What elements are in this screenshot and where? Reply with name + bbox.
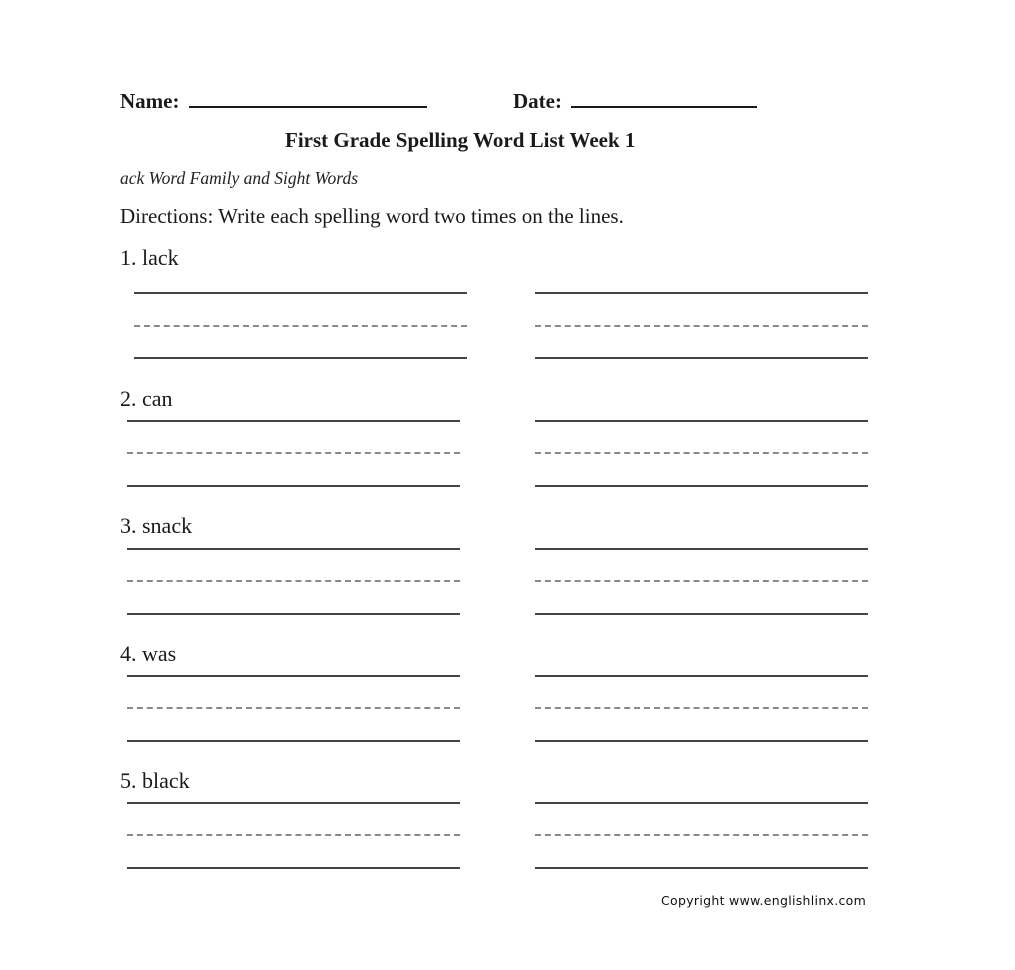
top-line	[127, 802, 460, 804]
top-line	[535, 675, 868, 677]
midline-dashed	[535, 580, 868, 582]
top-line	[127, 548, 460, 550]
base-line	[127, 613, 460, 615]
top-line	[535, 548, 868, 550]
midline-dashed	[127, 707, 460, 709]
midline-dashed	[535, 325, 868, 327]
base-line	[535, 357, 868, 359]
base-line	[127, 485, 460, 487]
spelling-word-4: 4. was	[120, 641, 177, 666]
date-field	[513, 88, 757, 114]
midline-dashed	[127, 452, 460, 454]
base-line	[535, 867, 868, 869]
base-line	[535, 485, 868, 487]
base-line	[134, 357, 467, 359]
worksheet-subtitle: ack Word Family and Sight Words	[120, 168, 359, 188]
midline-dashed	[535, 834, 868, 836]
copyright-notice: Copyright www.englishlinx.com	[661, 893, 867, 908]
base-line	[127, 867, 460, 869]
top-line	[127, 420, 460, 422]
top-line	[127, 675, 460, 677]
spelling-word-3: 3. snack	[120, 513, 193, 538]
name-blank-line[interactable]	[189, 88, 427, 108]
midline-dashed	[535, 452, 868, 454]
spelling-word-2: 2. can	[120, 386, 173, 411]
name-field	[120, 88, 427, 114]
spelling-word-1: 1. lack	[120, 245, 179, 270]
top-line	[134, 292, 467, 294]
name-label: Name:	[120, 89, 180, 113]
top-line	[535, 420, 868, 422]
top-line	[535, 802, 868, 804]
date-blank-line[interactable]	[571, 88, 757, 108]
spelling-word-5: 5. black	[120, 768, 190, 793]
midline-dashed	[127, 580, 460, 582]
midline-dashed	[134, 325, 467, 327]
midline-dashed	[127, 834, 460, 836]
base-line	[535, 740, 868, 742]
date-label: Date:	[513, 89, 562, 113]
worksheet-title: First Grade Spelling Word List Week 1	[285, 128, 636, 152]
base-line	[535, 613, 868, 615]
directions-text: Directions: Write each spelling word two times on the lines.	[120, 204, 624, 228]
top-line	[535, 292, 868, 294]
midline-dashed	[535, 707, 868, 709]
base-line	[127, 740, 460, 742]
